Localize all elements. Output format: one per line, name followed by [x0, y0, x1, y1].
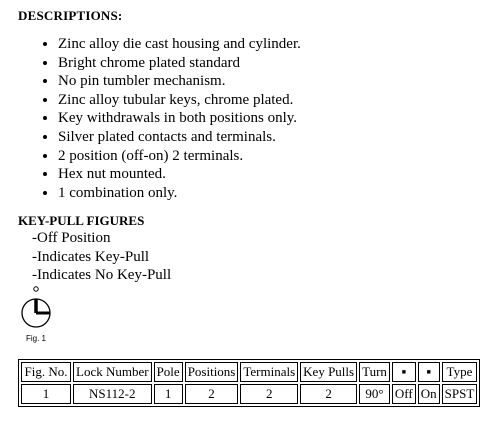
list-item: • 1 combination only. [58, 184, 301, 203]
key-pull-title: KEY-PULL FIGURES [18, 213, 145, 228]
key-pull-line [32, 248, 171, 267]
on-symbol-icon: ■ [418, 362, 440, 382]
table-cell: 2 [300, 384, 357, 404]
header-cell: Lock Number [73, 362, 152, 382]
key-pull-line-text: -Off Position [32, 230, 111, 246]
descriptions-list [30, 35, 301, 202]
table-cell: On [418, 384, 440, 404]
table-cell: 2 [185, 384, 239, 404]
key-pull-line-text: -Indicates Key-Pull [32, 248, 150, 265]
key-pull-line [32, 229, 171, 248]
descriptions-heading: DESCRIPTIONS: [18, 8, 123, 23]
header-cell: Type [442, 362, 478, 382]
list-item: • No pin tumbler mechanism. [58, 72, 301, 91]
list-item: • Silver plated contacts and terminals. [58, 128, 301, 147]
table-cell: SPST [442, 384, 478, 404]
figure-label: Fig. 1 [26, 334, 47, 343]
list-item: • Bright chrome plated standard [58, 54, 301, 73]
header-cell: Fig. No. [21, 362, 71, 382]
table-cell: 90° [359, 384, 390, 404]
list-item: • 2 position (off-on) 2 terminals. [58, 147, 301, 166]
key-pull-line [32, 266, 171, 285]
header-cell: Pole [154, 362, 183, 382]
table-cell: 1 [154, 384, 183, 404]
table-cell: 1 [21, 384, 71, 404]
header-cell: Positions [185, 362, 239, 382]
spec-table [18, 359, 480, 407]
table-cell: 2 [240, 384, 298, 404]
table-cell: NS112-2 [73, 384, 152, 404]
table-cell: Off [392, 384, 416, 404]
key-pull-lines [32, 229, 171, 285]
list-item: • Zinc alloy die cast housing and cylinder. [58, 35, 301, 54]
off-symbol-icon: ■ [392, 362, 416, 382]
header-cell: Terminals [240, 362, 298, 382]
header-cell: Turn [359, 362, 390, 382]
list-item: • Key withdrawals in both positions only. [58, 109, 301, 128]
table-row [21, 384, 477, 404]
list-item: • Hex nut mounted. [58, 165, 301, 184]
table-header-row [21, 362, 477, 382]
key-pull-indicator-dot [34, 287, 38, 291]
header-cell: Key Pulls [300, 362, 357, 382]
list-item: • Zinc alloy tubular keys, chrome plated. [58, 91, 301, 110]
key-pull-line-text: -Indicates No Key-Pull [32, 267, 172, 283]
